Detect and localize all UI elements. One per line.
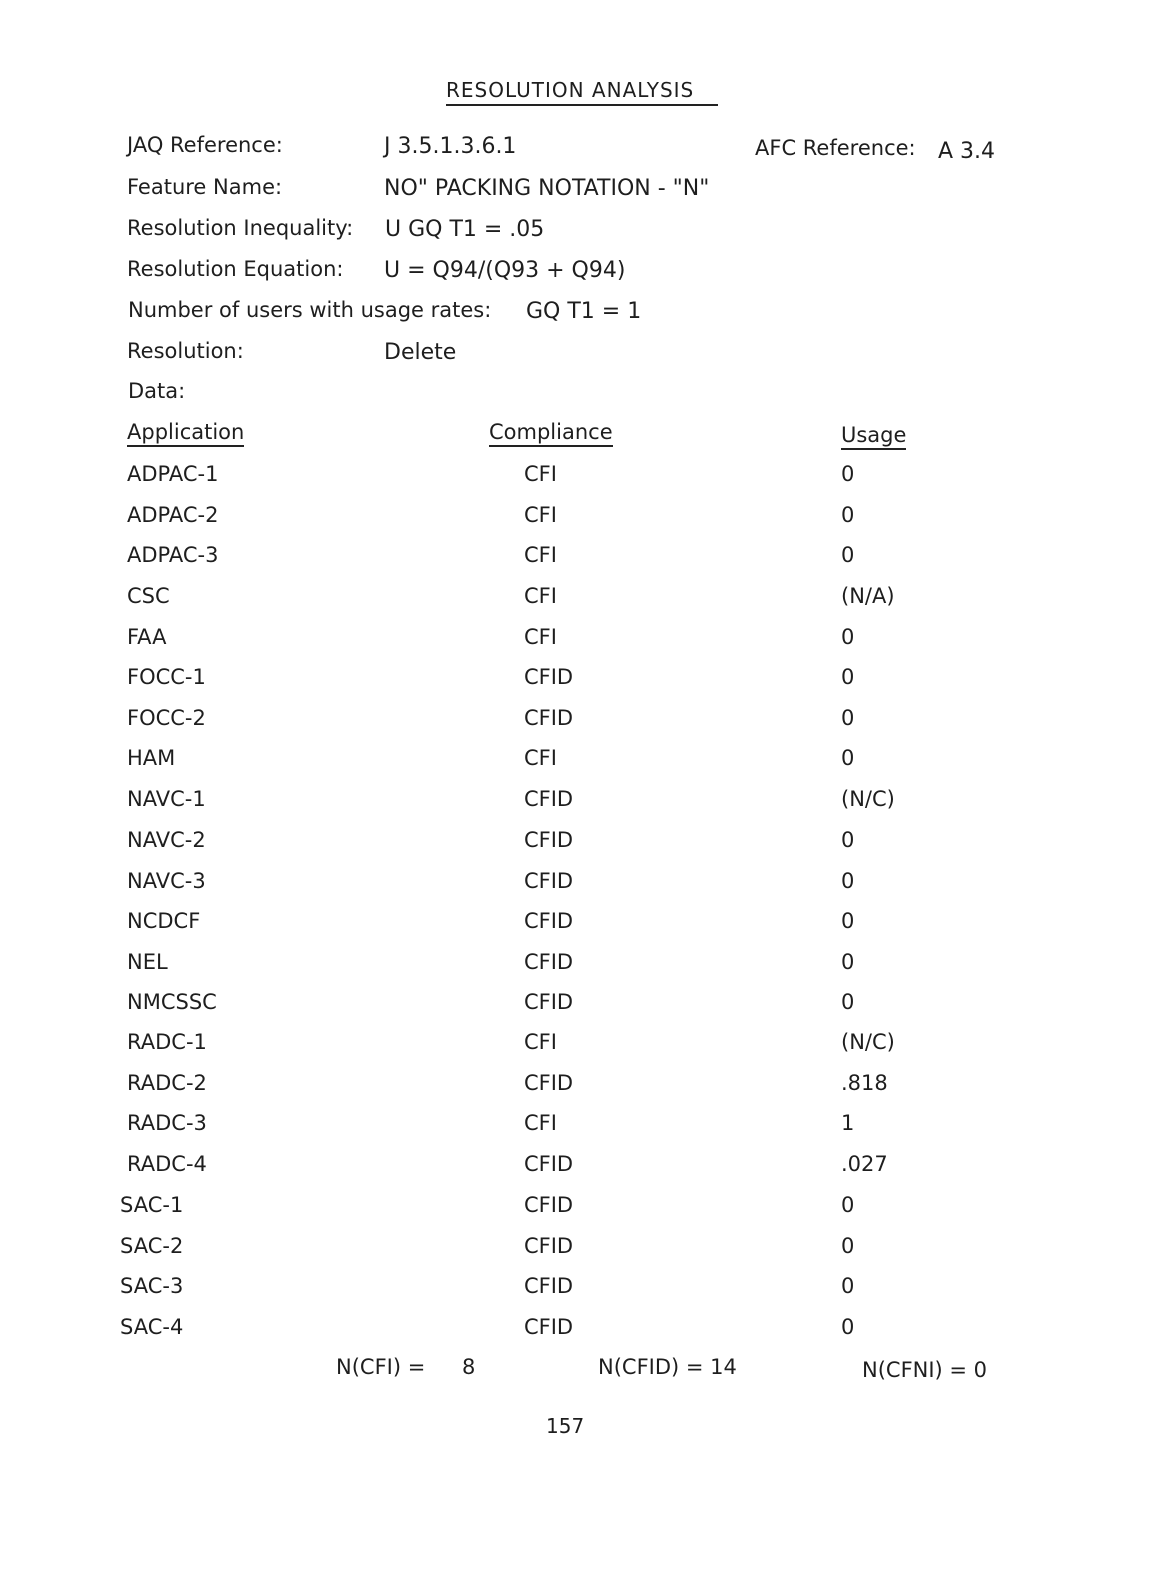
usage-cell: .818 <box>841 1071 888 1095</box>
table-row <box>0 1315 1170 1355</box>
compliance-cell: CFID <box>524 787 574 811</box>
resolution-equation-label: Resolution Equation: <box>127 257 344 281</box>
application-cell: RADC-2 <box>127 1071 207 1095</box>
application-cell: CSC <box>127 584 170 608</box>
compliance-cell: CFID <box>524 990 574 1014</box>
afc-reference-label: AFC Reference: <box>755 136 916 160</box>
resolution-label: Resolution: <box>127 339 244 363</box>
application-cell: NAVC-2 <box>127 828 206 852</box>
application-cell: FOCC-1 <box>127 665 206 689</box>
usage-cell: 0 <box>841 869 855 893</box>
feature-name-label: Feature Name: <box>127 175 283 199</box>
afc-reference-value: A 3.4 <box>938 139 996 164</box>
application-cell: SAC-1 <box>120 1193 184 1217</box>
table-row <box>0 787 1170 827</box>
compliance-cell: CFID <box>524 665 574 689</box>
table-row <box>0 625 1170 665</box>
compliance-cell: CFID <box>524 706 574 730</box>
usage-cell: 0 <box>841 909 855 933</box>
compliance-cell: CFI <box>524 1030 557 1054</box>
table-row <box>0 1193 1170 1233</box>
users-with-usage-value: GQ T1 = 1 <box>526 299 642 324</box>
compliance-cell: CFI <box>524 746 557 770</box>
application-cell: ADPAC-2 <box>127 503 219 527</box>
application-cell: RADC-4 <box>127 1152 207 1176</box>
table-row <box>0 1234 1170 1274</box>
table-row <box>0 543 1170 583</box>
compliance-cell: CFID <box>524 1274 574 1298</box>
table-row <box>0 1152 1170 1192</box>
compliance-cell: CFID <box>524 909 574 933</box>
usage-cell: 0 <box>841 1274 855 1298</box>
resolution-value: Delete <box>384 340 457 365</box>
application-cell: RADC-3 <box>127 1111 207 1135</box>
compliance-cell: CFI <box>524 1111 557 1135</box>
compliance-cell: CFID <box>524 1234 574 1258</box>
table-row <box>0 1071 1170 1111</box>
compliance-cell: CFI <box>524 462 557 486</box>
compliance-cell: CFID <box>524 1193 574 1217</box>
usage-cell: 0 <box>841 1234 855 1258</box>
compliance-cell: CFI <box>524 503 557 527</box>
application-cell: SAC-3 <box>120 1274 184 1298</box>
compliance-cell: CFI <box>524 625 557 649</box>
compliance-cell: CFI <box>524 584 557 608</box>
usage-cell: 1 <box>841 1111 855 1135</box>
data-label: Data: <box>128 379 186 403</box>
table-row <box>0 503 1170 543</box>
usage-cell: (N/C) <box>841 1030 895 1054</box>
table-row <box>0 462 1170 502</box>
column-header-usage: Usage <box>841 423 906 450</box>
page-title: RESOLUTION ANALYSIS <box>446 78 718 106</box>
application-cell: NCDCF <box>127 909 201 933</box>
page-number: 157 <box>546 1414 585 1438</box>
usage-cell: 0 <box>841 665 855 689</box>
usage-cell: 0 <box>841 543 855 567</box>
table-row <box>0 706 1170 746</box>
usage-cell: (N/A) <box>841 584 895 608</box>
compliance-cell: CFID <box>524 828 574 852</box>
usage-cell: 0 <box>841 706 855 730</box>
table-row <box>0 1111 1170 1151</box>
application-cell: NEL <box>127 950 168 974</box>
compliance-cell: CFID <box>524 1152 574 1176</box>
application-cell: NAVC-3 <box>127 869 206 893</box>
total-cfi-label: N(CFI) = <box>336 1355 426 1379</box>
table-row <box>0 869 1170 909</box>
table-row <box>0 950 1170 990</box>
table-row <box>0 990 1170 1030</box>
table-row <box>0 1030 1170 1070</box>
usage-cell: 0 <box>841 828 855 852</box>
application-cell: ADPAC-1 <box>127 462 219 486</box>
usage-cell: 0 <box>841 746 855 770</box>
table-row <box>0 665 1170 705</box>
compliance-cell: CFID <box>524 950 574 974</box>
usage-cell: 0 <box>841 1315 855 1339</box>
application-cell: FAA <box>127 625 167 649</box>
resolution-equation-value: U = Q94/(Q93 + Q94) <box>384 258 626 283</box>
application-cell: NAVC-1 <box>127 787 206 811</box>
application-cell: HAM <box>127 746 176 770</box>
table-row <box>0 828 1170 868</box>
compliance-cell: CFID <box>524 1315 574 1339</box>
column-header-application: Application <box>127 420 244 447</box>
application-cell: NMCSSC <box>127 990 217 1014</box>
usage-cell: 0 <box>841 950 855 974</box>
total-cfi-value: 8 <box>462 1355 476 1379</box>
usage-cell: 0 <box>841 1193 855 1217</box>
table-row <box>0 584 1170 624</box>
usage-cell: 0 <box>841 625 855 649</box>
total-cfid: N(CFID) = 14 <box>598 1355 737 1379</box>
usage-cell: .027 <box>841 1152 888 1176</box>
table-row <box>0 1274 1170 1314</box>
usage-cell: (N/C) <box>841 787 895 811</box>
application-cell: ADPAC-3 <box>127 543 219 567</box>
compliance-cell: CFID <box>524 869 574 893</box>
usage-cell: 0 <box>841 990 855 1014</box>
usage-cell: 0 <box>841 462 855 486</box>
application-cell: FOCC-2 <box>127 706 206 730</box>
total-cfni: N(CFNI) = 0 <box>862 1358 988 1382</box>
compliance-cell: CFI <box>524 543 557 567</box>
usage-cell: 0 <box>841 503 855 527</box>
jaq-reference-value: J 3.5.1.3.6.1 <box>384 134 517 159</box>
application-cell: RADC-1 <box>127 1030 207 1054</box>
jaq-reference-label: JAQ Reference: <box>127 133 283 157</box>
resolution-inequality-value: U GQ T1 = .05 <box>385 217 545 242</box>
compliance-cell: CFID <box>524 1071 574 1095</box>
feature-name-value: NO" PACKING NOTATION - "N" <box>384 176 710 201</box>
users-with-usage-label: Number of users with usage rates: <box>128 298 492 322</box>
table-row <box>0 909 1170 949</box>
application-cell: SAC-4 <box>120 1315 184 1339</box>
resolution-inequality-label: Resolution Inequality: <box>127 216 354 240</box>
application-cell: SAC-2 <box>120 1234 184 1258</box>
table-row <box>0 746 1170 786</box>
column-header-compliance: Compliance <box>489 420 613 447</box>
